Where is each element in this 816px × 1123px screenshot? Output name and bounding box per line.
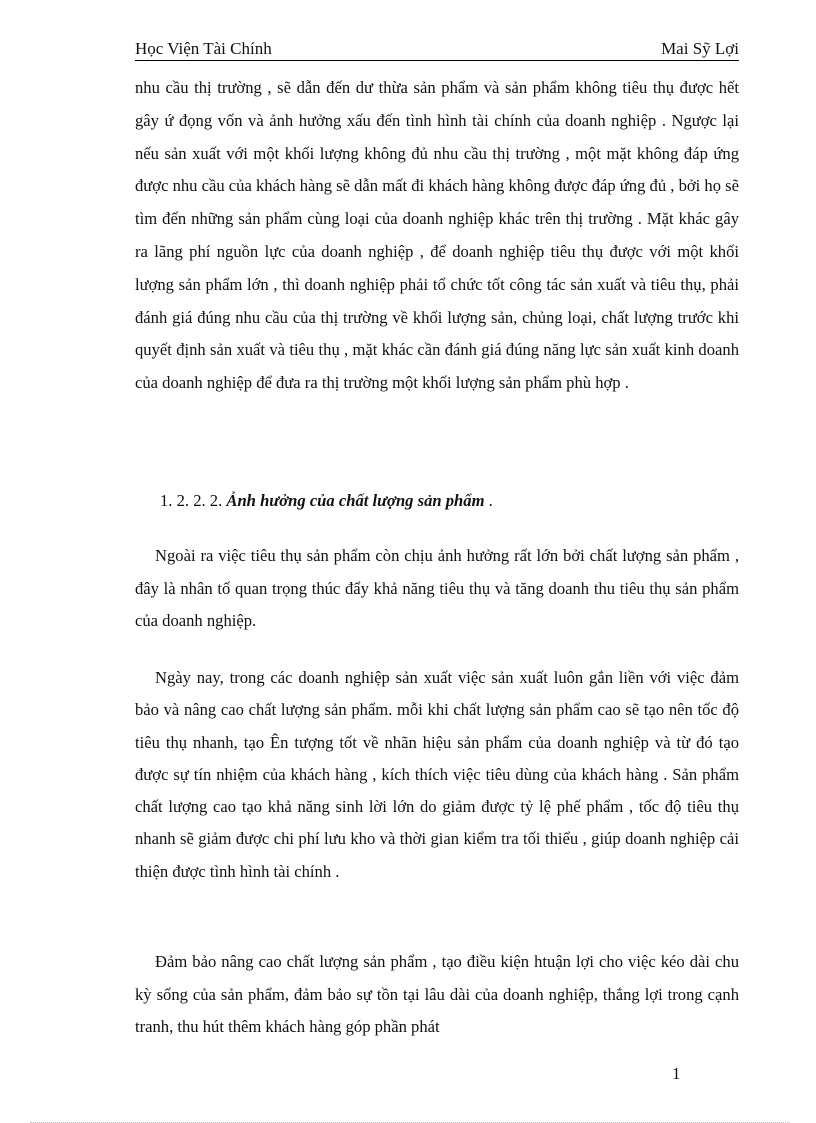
- section-suffix: .: [488, 491, 493, 510]
- page-header: [135, 38, 739, 61]
- section-heading: [160, 487, 493, 515]
- paragraph-ensure-quality: Đảm bảo nâng cao chất lượng sản phẩm , tạo điều kiện htuận lợi cho việc kéo dài chu kỳ sống của sản phẩm, đảm bảo sự tồn tại lâu dài của doanh nghiệp, thắng lợi trong cạnh tranh, thu hút thêm khách hàng góp phần phát: [135, 952, 739, 1036]
- paragraph-quality-influence: Ngoài ra việc tiêu thụ sản phẩm còn chịu ảnh hưởng rất lớn bởi chất lượng sản phẩm , đây là nhân tố quan trọng thúc đẩy khả năng tiêu thụ và tăng doanh thu tiêu thụ sản phẩm của doanh nghiệp.: [135, 546, 739, 630]
- paragraph-market-demand: nhu cầu thị trường , sẽ dẫn đến dư thừa sản phẩm và sản phẩm không tiêu thụ được hết gây ứ đọng vốn và ảnh hưởng xấu đến tình hình tài chính của doanh nghiệp . Ngược lại nếu sản xuất với một khối lượng không đủ nhu cầu thị trường , một mặt không đáp ứng được nhu cầu của khách hàng sẽ dẫn mất đi khách hàng không được đáp ứng đủ , bởi họ sẽ tìm đến những sản phẩm cùng loại của doanh nghiệp khác trên thị trường . Mặt khác gây ra lãng phí nguồn lực của doanh nghiệp , để doanh nghiệp tiêu thụ được với một khối lượng sản phẩm lớn , thì doanh nghiệp phải tổ chức tốt công tác sản xuất và tiêu thụ, phải đánh giá đúng nhu cầu của thị trường về khối lượng sản, chủng loại, chất lượng trước khi quyết định sản xuất và tiêu thụ , mặt khác cần đánh giá đúng năng lực sản xuất kinh doanh của doanh nghiệp để đưa ra thị trường một khối lượng sản phẩm phù hợp .: [135, 78, 739, 393]
- section-title: Ảnh hưởng của chất lượng sản phẩm: [226, 491, 485, 510]
- section-number: 1. 2. 2. 2.: [160, 491, 223, 510]
- header-institution: Học Viện Tài Chính: [135, 39, 272, 58]
- header-author: Mai Sỹ Lợi: [661, 39, 739, 58]
- page-number: 1: [672, 1064, 681, 1083]
- paragraph-nowadays: Ngày nay, trong các doanh nghiệp sản xuất việc sản xuất luôn gắn liền với việc đảm bảo và nâng cao chất lượng sản phẩm. mỗi khi chất lượng sản phẩm cao sẽ tạo nên tốc độ tiêu thụ nhanh, tạo Ên tượng tốt về nhãn hiệu sản phẩm của doanh nghiệp và từ đó tạo được sự tín nhiệm của khách hàng , kích thích việc tiêu dùng của khách hàng . Sản phẩm chất lượng cao tạo khả năng sinh lời lớn do giảm được tỷ lệ phế phẩm , tốc độ tiêu thụ nhanh sẽ giảm được chi phí lưu kho và thời gian kiểm tra tối thiểu , giúp doanh nghiệp cải thiện được tình hình tài chính .: [135, 668, 739, 881]
